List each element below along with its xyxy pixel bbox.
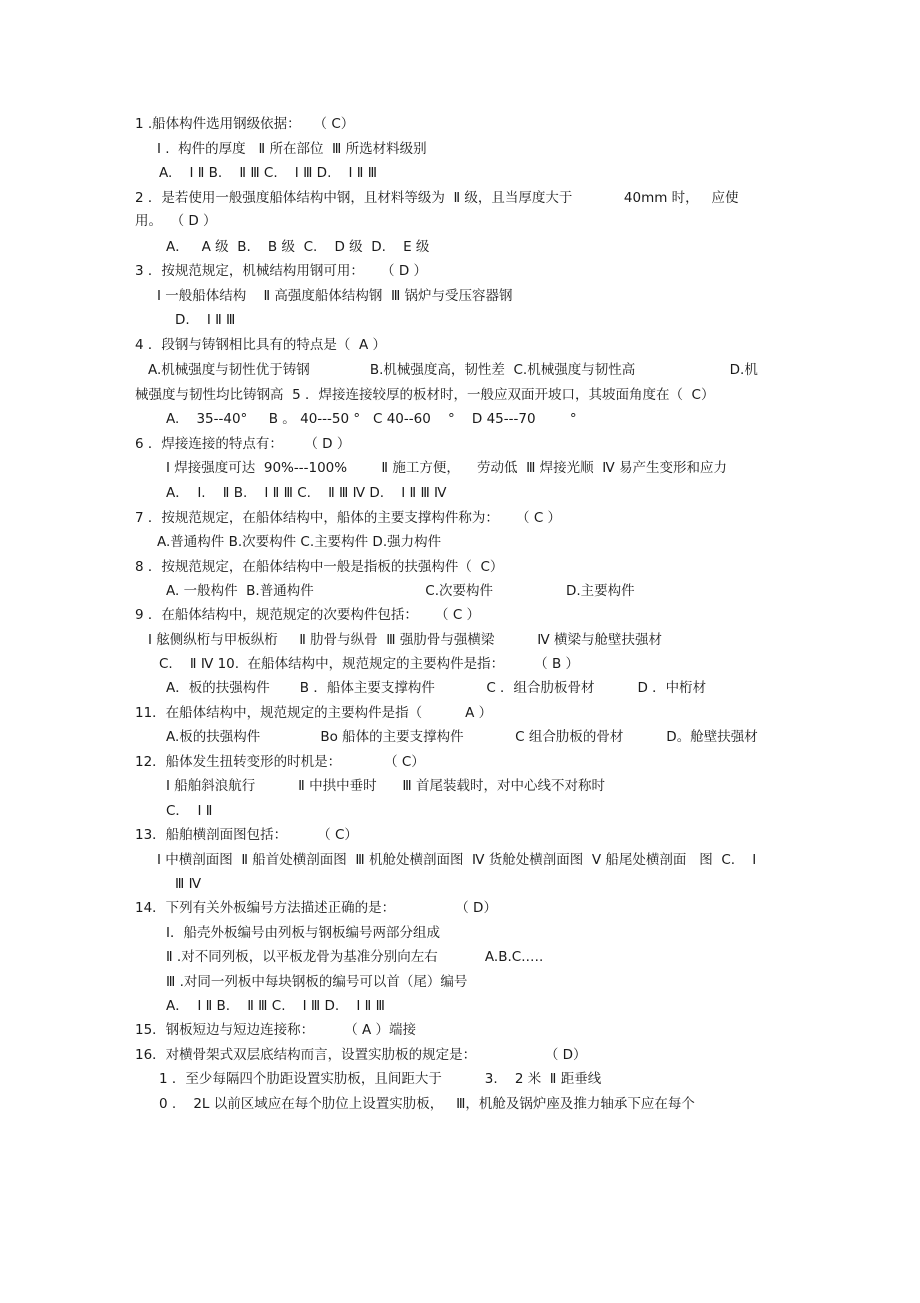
q12-options-statement: Ⅰ 船舶斜浪航行 Ⅱ 中拱中垂时 Ⅲ 首尾装载时，对中心线不对称时	[166, 778, 605, 794]
question-3: 3 ．按规范规定，机械结构用钢可用： （ D ）	[135, 263, 428, 279]
question-15: 15．钢板短边与短边连接称： （ A ）端接	[135, 1022, 417, 1038]
q10-choices: A．板的扶强构件 B ．船体主要支撑构件 C ．组合肋板骨材 D ．中桁材	[166, 680, 707, 696]
question-11: 11．在船体结构中，规范规定的主要构件是指（ A ）	[135, 705, 493, 721]
q16-statement-1: 1 ．至少每隔四个肋距设置实肋板，且间距大于 3. 2 米 Ⅱ 距垂线	[159, 1071, 602, 1087]
q13-choices-cont: Ⅲ Ⅳ	[175, 876, 202, 892]
question-8: 8 ．按规范规定，在船体结构中一般是指板的扶强构件（ C）	[135, 559, 504, 575]
question-7: 7 ．按规范规定，在船体结构中，船体的主要支撑构件称为： （ C ）	[135, 510, 562, 526]
question-2: 2 ．是若使用一般强度船体结构中钢，且材料等级为 Ⅱ 级，且当厚度大于 40mm 时， 应使	[135, 190, 739, 206]
question-5: 械强度与韧性均比铸钢高 5 ．焊接连接较厚的板材时，一般应双面开坡口，其坡面角度在（ C）	[135, 387, 715, 403]
q6-options-statement: Ⅰ 焊接强度可达 90%---100% Ⅱ 施工方便， 劳动低 Ⅲ 焊接光顺 Ⅳ 易产生变形和应力	[166, 460, 728, 476]
q9-options-statement: Ⅰ 舷侧纵桁与甲板纵桁 Ⅱ 肋骨与纵骨 Ⅲ 强肋骨与强横梁 Ⅳ 横梁与舱壁扶强材	[148, 632, 663, 648]
q1-choices: A. Ⅰ Ⅱ B. Ⅱ Ⅲ C. Ⅰ Ⅲ D. Ⅰ Ⅱ Ⅲ	[159, 165, 378, 181]
q3-choices: D. Ⅰ Ⅱ Ⅲ	[175, 312, 236, 328]
q6-choices: A． Ⅰ. Ⅱ B. Ⅰ Ⅱ Ⅲ C. Ⅱ Ⅲ Ⅳ D. Ⅰ Ⅱ Ⅲ Ⅳ	[166, 485, 447, 501]
question-12: 12．船体发生扭转变形的时机是： （ C）	[135, 754, 425, 770]
question-16: 16．对横骨架式双层底结构而言，设置实肋板的规定是： （ D）	[135, 1047, 587, 1063]
q14-choices: A． Ⅰ Ⅱ B. Ⅱ Ⅲ C. Ⅰ Ⅲ D. Ⅰ Ⅱ Ⅲ	[166, 998, 385, 1014]
question-14: 14．下列有关外板编号方法描述正确的是： （ D）	[135, 900, 497, 916]
q7-choices: A.普通构件 B.次要构件 C.主要构件 D.强力构件	[157, 534, 442, 550]
q11-choices: A.板的扶强构件 Bo 船体的主要支撑构件 C 组合肋板的骨材 D。舱壁扶强材	[166, 729, 758, 745]
q12-choices: C． Ⅰ Ⅱ	[166, 803, 213, 819]
question-6: 6 ．焊接连接的特点有： （ D ）	[135, 436, 351, 452]
q14-statement-2: Ⅱ .对不同列板，以平板龙骨为基准分别向左右 A.B.C.….	[166, 949, 544, 965]
q9-choices-question-10: C. Ⅱ Ⅳ 10. 在船体结构中，规范规定的主要构件是指： （ B ）	[159, 656, 580, 672]
q5-choices: A. 35--40° B 。 40---50 ° C 40--60 ° D 45---70 °	[166, 411, 577, 427]
q14-statement-1: Ⅰ．船壳外板编号由列板与钢板编号两部分组成	[166, 925, 440, 941]
q2-choices: A． A 级 B. B 级 C. D 级 D. E 级	[166, 239, 430, 255]
q16-statement-2: 0 . 2L 以前区域应在每个肋位上设置实肋板， Ⅲ，机舱及锅炉座及推力轴承下应在每个	[159, 1096, 695, 1112]
question-2-cont: 用。 （ D ）	[135, 213, 217, 229]
q8-choices: A. 一般构件 B.普通构件 C.次要构件 D.主要构件	[166, 583, 635, 599]
q13-options-statement: Ⅰ 中横剖面图 Ⅱ 船首处横剖面图 Ⅲ 机舱处横剖面图 Ⅳ 货舱处横剖面图 Ⅴ 船尾处横剖面 图 C. Ⅰ	[157, 852, 757, 868]
q1-options-statement: Ⅰ . 构件的厚度 Ⅱ 所在部位 Ⅲ 所选材料级别	[157, 141, 427, 157]
q3-options-statement: Ⅰ 一般船体结构 Ⅱ 高强度船体结构钢 Ⅲ 锅炉与受压容器钢	[157, 288, 513, 304]
question-13: 13．船舶横剖面图包括： （ C）	[135, 827, 358, 843]
question-9: 9 ．在船体结构中，规范规定的次要构件包括： （ C ）	[135, 607, 481, 623]
q4-choices: A.机械强度与韧性优于铸钢 B.机械强度高，韧性差 C.机械强度与韧性高 D.机	[148, 362, 758, 378]
question-1: 1 .船体构件选用钢级依据： （ C）	[135, 116, 355, 132]
q14-statement-3: Ⅲ .对同一列板中每块钢板的编号可以首（尾）编号	[166, 974, 468, 990]
question-4: 4 ．段钢与铸钢相比具有的特点是（ A ）	[135, 337, 386, 353]
